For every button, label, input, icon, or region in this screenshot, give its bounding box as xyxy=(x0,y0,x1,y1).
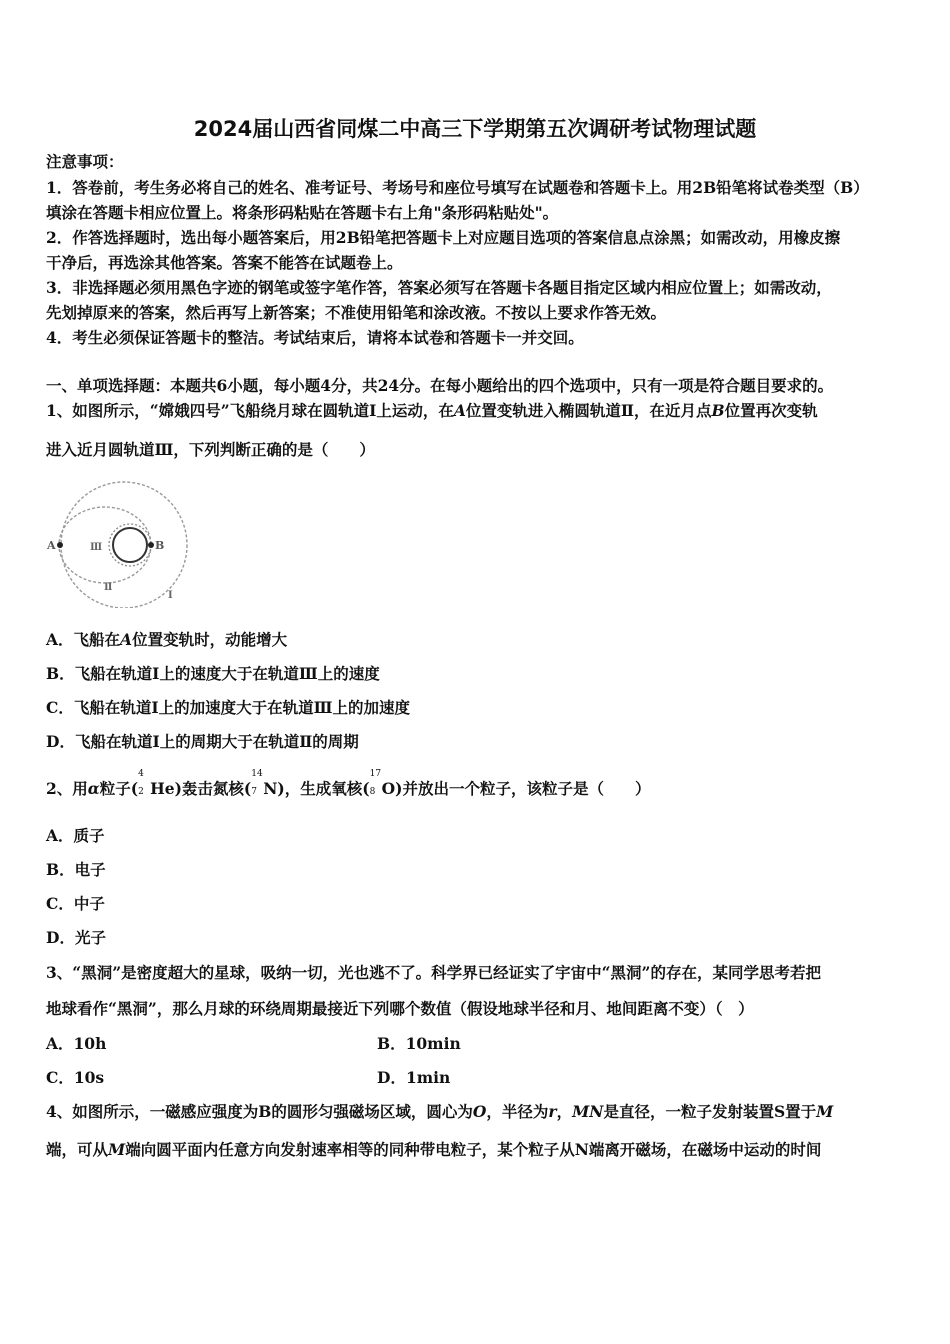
q2-text: 粒子( xyxy=(99,779,139,798)
q4-stem-line1 xyxy=(46,1102,833,1122)
symbol-m: M xyxy=(816,1102,834,1121)
notice-line: 4．考生必须保证答题卡的整洁。考试结束后，请将本试卷和答题卡一并交回。 xyxy=(46,328,584,347)
notice-line: 1．答卷前，考生务必将自己的姓名、准考证号、考场号和座位号填写在试题卷和答题卡上。用2B铅笔将试卷类型（B） xyxy=(46,178,869,197)
option-text: A．飞船在 xyxy=(46,630,121,649)
q1-option-b: B．飞船在轨道Ⅰ上的速度大于在轨道Ⅲ上的速度 xyxy=(46,664,380,683)
label-III: Ⅲ xyxy=(90,542,103,553)
page-title: 2024届山西省同煤二中高三下学期第五次调研考试物理试题 xyxy=(193,117,757,141)
symbol-mn: MN xyxy=(572,1102,604,1121)
notice-line: 3．非选择题必须用黑色字迹的钢笔或签字笔作答，答案必须写在答题卡各题目指定区域内相应位置上；如需改动， xyxy=(46,278,832,297)
q4-text: 端向圆平面内任意方向发射速率相等的同种带电粒子，某个粒子从N端离开磁场，在磁场中运动的时间 xyxy=(125,1140,822,1159)
point-a-dot xyxy=(57,542,63,548)
q2-option-a: A．质子 xyxy=(46,826,105,845)
notice-heading: 注意事项： xyxy=(46,152,124,171)
symbol-o: O xyxy=(472,1102,487,1121)
point-a: A xyxy=(453,401,466,420)
q2-text: He)轰击氮核( xyxy=(150,779,252,798)
q4-text: 端，可从 xyxy=(46,1140,109,1159)
q1-text: 1、如图所示，“嫦娥四号”飞船绕月球在圆轨道Ⅰ上运动，在 xyxy=(46,401,454,420)
orbit-diagram xyxy=(44,478,194,608)
q3-stem-line2: 地球看作“黑洞”，那么月球的环绕周期最接近下列哪个数值（假设地球半径和月、地间距离不变）（ ） xyxy=(46,999,754,1018)
point-a: A xyxy=(120,630,133,649)
q3-option-d: D．1min xyxy=(377,1068,451,1087)
q1-option-a xyxy=(46,630,287,650)
q4-text: ， xyxy=(556,1102,573,1121)
q3-stem-line1: 3、“黑洞”是密度超大的星球，吸纳一切，光也逃不了。科学界已经证实了宇宙中“黑洞”的存在，某同学思考若把 xyxy=(46,963,821,982)
alpha-symbol: α xyxy=(87,779,100,798)
symbol-r: r xyxy=(548,1102,557,1121)
oxygen-nuclide: 17 8 xyxy=(369,769,382,797)
q3-option-c: C．10s xyxy=(46,1068,105,1087)
q3-option-a: A．10h xyxy=(46,1034,107,1053)
nitrogen-nuclide: 14 7 xyxy=(251,769,263,797)
q4-text: ，半径为 xyxy=(486,1102,549,1121)
q1-option-d: D．飞船在轨道Ⅰ上的周期大于在轨道Ⅱ的周期 xyxy=(46,732,359,751)
q2-text: 2、用 xyxy=(46,779,88,798)
orbit-II xyxy=(59,507,151,583)
q1-stem-line2: 进入近月圆轨道Ⅲ，下列判断正确的是（ ） xyxy=(46,440,375,459)
notice-line: 干净后，再选涂其他答案。答案不能答在试题卷上。 xyxy=(46,253,403,272)
q4-text: 4、如图所示，一磁感应强度为B的圆形匀强磁场区域，圆心为 xyxy=(46,1102,473,1121)
symbol-m: M xyxy=(108,1140,126,1159)
option-text: 位置变轨时，动能增大 xyxy=(132,630,288,649)
q1-text: 位置再次变轨 xyxy=(724,401,818,420)
q2-option-c: C．中子 xyxy=(46,894,105,913)
point-b-dot xyxy=(148,542,154,548)
label-b: B xyxy=(155,539,165,552)
q4-stem-line2 xyxy=(46,1140,821,1160)
q2-text: N)，生成氧核( xyxy=(263,779,370,798)
q2-stem xyxy=(46,769,651,800)
orbit-III xyxy=(109,524,151,566)
helium-nuclide: 4 2 xyxy=(138,769,144,797)
notice-line: 填涂在答题卡相应位置上。将条形码粘贴在答题卡右上角"条形码粘贴处"。 xyxy=(46,203,559,222)
moon xyxy=(113,528,147,562)
label-a: A xyxy=(47,539,56,552)
section-heading: 一、单项选择题：本题共6小题，每小题4分，共24分。在每小题给出的四个选项中，只有一项是符合题目要求的。 xyxy=(46,376,834,395)
point-b: B xyxy=(711,401,725,420)
q3-option-b: B．10min xyxy=(377,1034,461,1053)
label-II: Ⅱ xyxy=(104,582,113,593)
notice-line: 先划掉原来的答案，然后再写上新答案；不准使用铅笔和涂改液。不按以上要求作答无效。 xyxy=(46,303,667,322)
q1-stem-line1 xyxy=(46,401,818,421)
q1-option-c: C．飞船在轨道Ⅰ上的加速度大于在轨道Ⅲ上的加速度 xyxy=(46,698,410,717)
q2-text: O)并放出一个粒子，该粒子是（ ） xyxy=(381,779,651,798)
notice-line: 2．作答选择题时，选出每小题答案后，用2B铅笔把答题卡上对应题目选项的答案信息点涂黑；如需改动，用橡皮擦 xyxy=(46,228,841,247)
q2-option-b: B．电子 xyxy=(46,860,106,879)
label-I: Ⅰ xyxy=(168,590,173,601)
q1-text: 位置变轨进入椭圆轨道Ⅱ，在近月点 xyxy=(465,401,712,420)
q4-text: 是直径，一粒子发射装置S置于 xyxy=(603,1102,817,1121)
q2-option-d: D．光子 xyxy=(46,928,106,947)
